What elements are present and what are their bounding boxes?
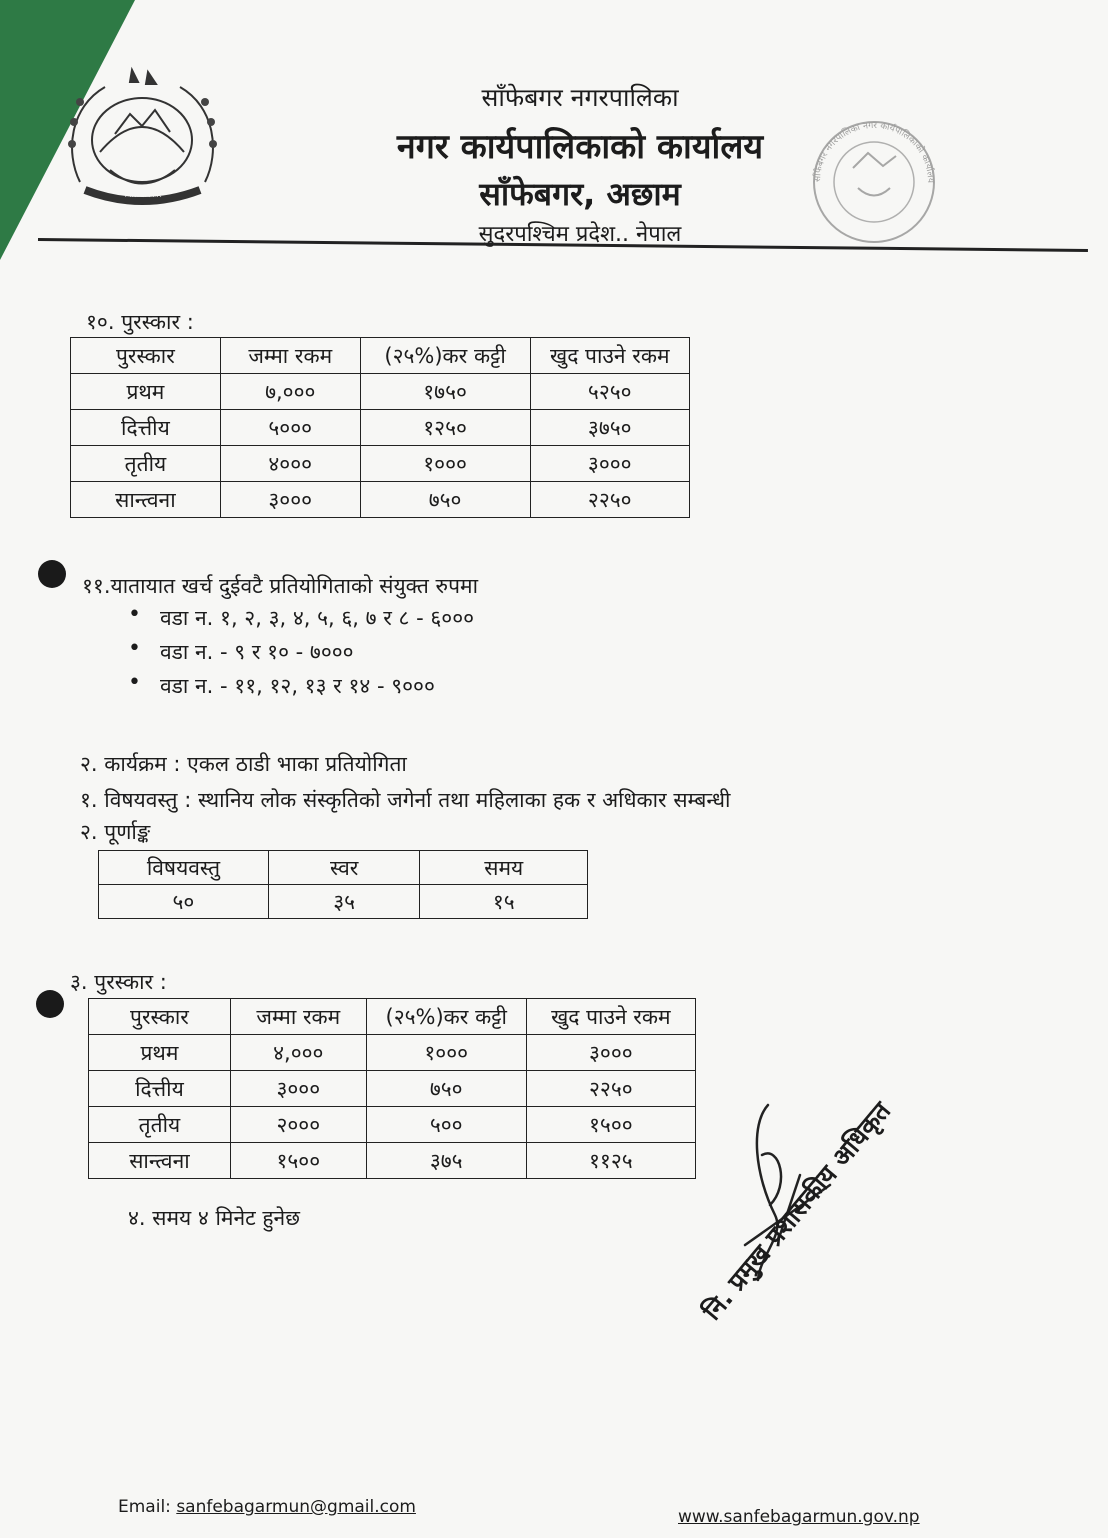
full-marks-table xyxy=(98,850,588,919)
table-cell: ४,००० xyxy=(230,1035,366,1071)
table-cell: ७५० xyxy=(366,1071,526,1107)
office-location: साँफेबगर, अछाम xyxy=(479,175,681,213)
emblem-text: नेपाल सरकार xyxy=(122,190,162,199)
table-header-cell: (२५%)कर कट्टी xyxy=(360,338,530,374)
table-header-cell: समय xyxy=(420,851,588,885)
table-cell: १७५० xyxy=(360,374,530,410)
table-cell: १००० xyxy=(360,446,530,482)
table-row xyxy=(89,1107,696,1143)
table-cell: १५ xyxy=(420,885,588,919)
list-item: • वडा न. - ११, १२, १३ र १४ - ९००० xyxy=(128,672,474,706)
punch-hole xyxy=(36,990,64,1018)
table-cell: सान्त्वना xyxy=(71,482,221,518)
table-cell: ३७५० xyxy=(530,410,689,446)
table-cell: ५० xyxy=(99,885,269,919)
table-header-cell: विषयवस्तु xyxy=(99,851,269,885)
table-row xyxy=(71,446,690,482)
table-row xyxy=(89,1035,696,1071)
table-cell: दित्तीय xyxy=(89,1071,231,1107)
signatory-title: नि. प्रमुख प्रशासकीय अधिकृत xyxy=(697,1096,897,1326)
stamp-text: साँफेबगर नगरपालिका नगर कार्यपालिकाको कार्यालय xyxy=(812,120,936,184)
office-name: नगर कार्यपालिकाको कार्यालय xyxy=(396,127,764,167)
table-cell: ५००० xyxy=(220,410,360,446)
table-cell: २००० xyxy=(230,1107,366,1143)
section-3-title: ३. पुरस्कार : xyxy=(70,970,167,994)
province-country: सुदरपश्चिम प्रदेश.. नेपाल xyxy=(478,222,682,247)
table-row xyxy=(99,885,588,919)
email-label: Email: xyxy=(118,1497,171,1517)
section-10-title: १०. पुरस्कार : xyxy=(86,310,194,334)
transport-cost-list xyxy=(128,604,474,706)
table-header-row xyxy=(71,338,690,374)
website-link[interactable]: www.sanfebagarmun.gov.np xyxy=(678,1507,920,1527)
footer-website xyxy=(678,1507,920,1527)
table-header-cell: जम्मा रकम xyxy=(220,338,360,374)
table-cell: ७,००० xyxy=(220,374,360,410)
table-header-cell: जम्मा रकम xyxy=(230,999,366,1035)
list-item: • वडा न. १, २, ३, ४, ५, ६, ७ र ८ - ६००० xyxy=(128,604,474,638)
nepal-emblem-icon xyxy=(60,62,225,212)
footer-email xyxy=(118,1497,416,1517)
table-cell: ३००० xyxy=(230,1071,366,1107)
table-header-row xyxy=(89,999,696,1035)
table-header-cell: पुरस्कार xyxy=(71,338,221,374)
program-title: २. कार्यक्रम : एकल ठाडी भाका प्रतियोगिता xyxy=(80,752,407,776)
table-header-cell: पुरस्कार xyxy=(89,999,231,1035)
email-link[interactable]: sanfebagarmun@gmail.com xyxy=(176,1497,416,1517)
table-cell: ३५ xyxy=(268,885,420,919)
table-cell: ३००० xyxy=(526,1035,695,1071)
program-subject: १. विषयवस्तु : स्थानिय लोक संस्कृतिको जगेर्ना तथा महिलाका हक र अधिकार सम्बन्धी xyxy=(80,788,731,812)
municipality-name: साँफेबगर नगरपालिका xyxy=(481,83,679,112)
table-cell: प्रथम xyxy=(71,374,221,410)
table-cell: तृतीय xyxy=(71,446,221,482)
table-cell: १५०० xyxy=(526,1107,695,1143)
table-cell: दित्तीय xyxy=(71,410,221,446)
table-header-row xyxy=(99,851,588,885)
punch-hole xyxy=(38,560,66,588)
table-cell: ३७५ xyxy=(366,1143,526,1179)
table-cell: ४००० xyxy=(220,446,360,482)
table-row xyxy=(71,410,690,446)
table-row xyxy=(89,1071,696,1107)
list-item: • वडा न. - ९ र १० - ७००० xyxy=(128,638,474,672)
table-cell: तृतीय xyxy=(89,1107,231,1143)
full-marks-title: २. पूर्णाङ्क xyxy=(80,820,151,844)
svg-text:साँफेबगर नगरपालिका नगर कार्यपा xyxy=(811,121,936,184)
prize-table-2 xyxy=(88,998,696,1179)
table-cell: १२५० xyxy=(360,410,530,446)
table-row xyxy=(89,1143,696,1179)
table-cell: ३००० xyxy=(220,482,360,518)
table-cell: २२५० xyxy=(530,482,689,518)
table-cell: १००० xyxy=(366,1035,526,1071)
time-note: ४. समय ४ मिनेट हुनेछ xyxy=(128,1206,300,1230)
office-stamp-icon xyxy=(808,118,940,246)
table-row xyxy=(71,482,690,518)
table-cell: प्रथम xyxy=(89,1035,231,1071)
table-cell: ५२५० xyxy=(530,374,689,410)
table-header-cell: (२५%)कर कट्टी xyxy=(366,999,526,1035)
table-header-cell: खुद पाउने रकम xyxy=(526,999,695,1035)
table-cell: ५०० xyxy=(366,1107,526,1143)
table-cell: ७५० xyxy=(360,482,530,518)
table-cell: २२५० xyxy=(526,1071,695,1107)
table-cell: सान्त्वना xyxy=(89,1143,231,1179)
table-cell: १५०० xyxy=(230,1143,366,1179)
section-11-title: ११.यातायात खर्च दुईवटै प्रतियोगिताको संयुक्त रुपमा xyxy=(82,574,479,598)
table-cell: ११२५ xyxy=(526,1143,695,1179)
table-header-cell: स्वर xyxy=(268,851,420,885)
table-cell: ३००० xyxy=(530,446,689,482)
table-row xyxy=(71,374,690,410)
prize-table-1 xyxy=(70,337,690,518)
table-header-cell: खुद पाउने रकम xyxy=(530,338,689,374)
